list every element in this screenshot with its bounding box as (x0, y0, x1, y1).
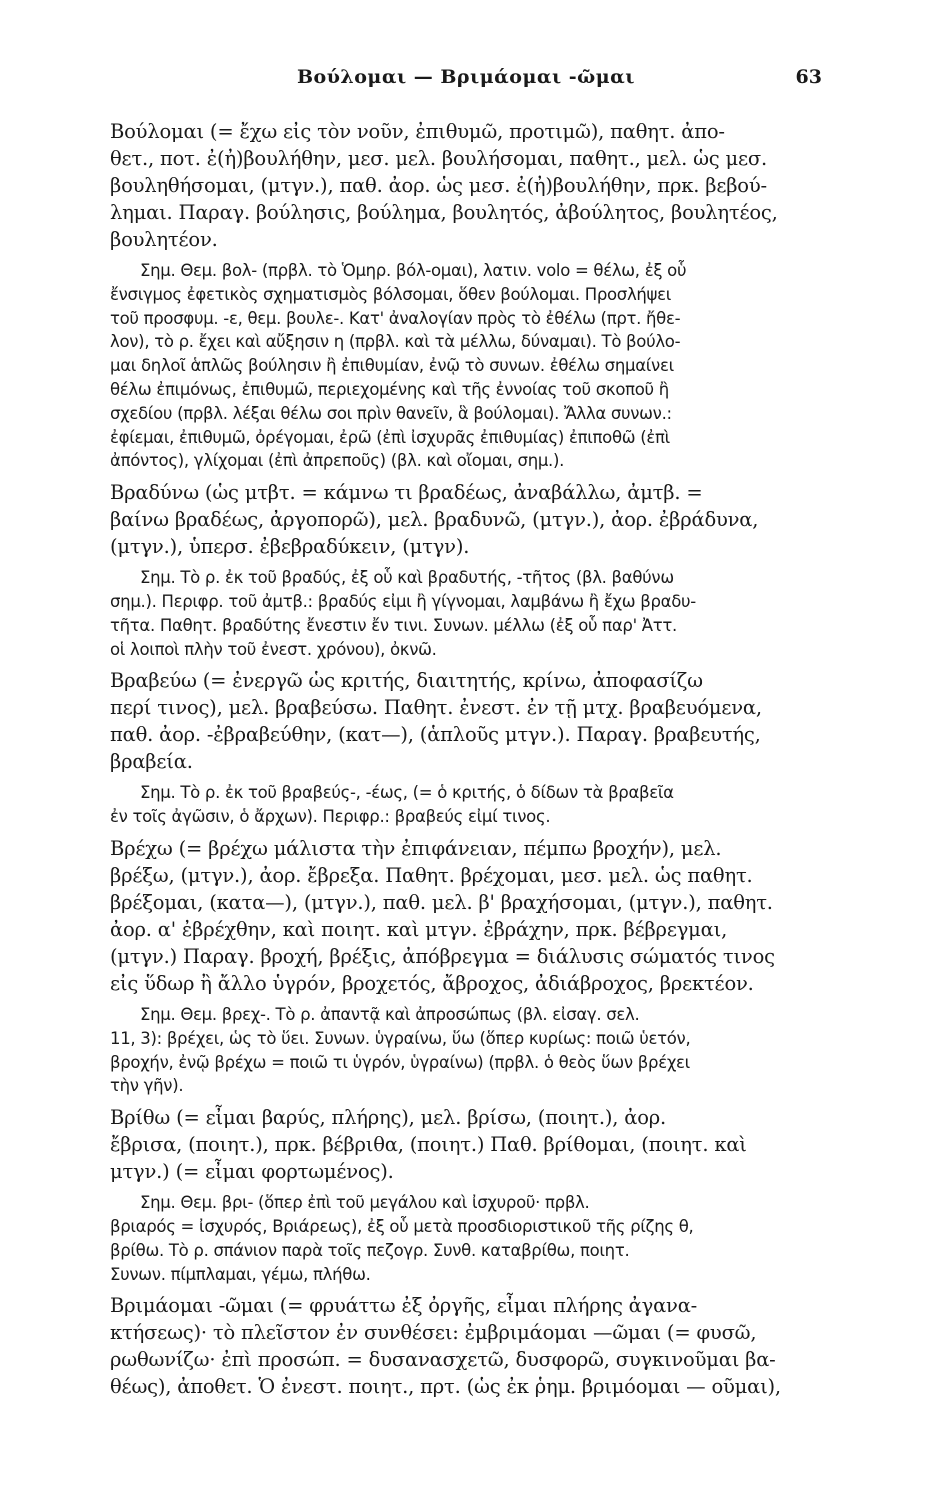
entry-definition (110, 1292, 822, 1400)
entry-headword-line: Βραδύνω (ὡς μτβτ. = κάμνω τι βραδέως, ἀναβάλλω, ἀμτβ. = (110, 481, 703, 505)
definition-line: ρωθωνίζω· ἐπὶ προσώπ. = δυσανασχετῶ, δυσφορῶ, συγκινοῦμαι βα- (110, 1348, 776, 1372)
dictionary-entry (110, 1104, 822, 1286)
entry-note (110, 259, 822, 473)
definition-line: βαίνω βραδέως, ἀργοπορῶ), μελ. βραδυνῶ, (μτγν.), ἀορ. ἐβράδυνα, (110, 508, 759, 532)
definition-line: βουλητέον. (110, 228, 218, 251)
definition-line: κτήσεως)· τὸ πλεῖστον ἐν συνθέσει: ἐμβριμάομαι —ῶμαι (= φυσῶ, (110, 1321, 757, 1345)
note-line: οἱ λοιποὶ πλὴν τοῦ ἐνεστ. χρόνου), ὀκνῶ. (110, 639, 437, 659)
definition-line: λημαι. Παραγ. βούλησις, βούλημα, βουλητός, ἀβούλητος, βουλητέος, (110, 201, 778, 224)
note-line: βριαρός = ἰσχυρός, Βριάρεως), ἐξ οὗ μετὰ προσδιοριστικοῦ τῆς ρίζης θ, (110, 1216, 694, 1236)
entry-note (110, 566, 822, 661)
note-line: Συνων. πίμπλαμαι, γέμω, πλήθω. (110, 1264, 371, 1284)
note-line: τὴν γῆν). (110, 1076, 184, 1096)
definition-line: μτγν.) (= εἶμαι φορτωμένος). (110, 1160, 394, 1184)
note-line: ἔνσιγμος ἐφετικὸς σχηματισμὸς βόλσομαι, ὅθεν βούλομαι. Προσλήψει (110, 284, 672, 304)
entry-headword-line: Βρίθω (= εἶμαι βαρύς, πλήρης), μελ. βρίσω, (ποιητ.), ἀορ. (110, 1106, 667, 1130)
dictionary-entry (110, 835, 822, 1098)
definition-line: βρέξω, (μτγν.), ἀορ. ἔβρεξα. Παθητ. βρέχομαι, μεσ. μελ. ὡς παθητ. (110, 863, 753, 887)
dictionary-entry (110, 479, 822, 661)
definition-line: (μτγν.) Παραγ. βροχή, βρέξις, ἀπόβρεγμα = διάλυσις σώματός τινος (110, 944, 775, 968)
entry-note (110, 1191, 822, 1286)
page-header (110, 66, 822, 96)
note-line: λον), τὸ ρ. ἔχει καὶ αὔξησιν η (πρβλ. καὶ τὰ μέλλω, δύναμαι). Τὸ βούλο- (110, 332, 681, 352)
note-line: ἀπόντος), γλίχομαι (ἐπὶ ἀπρεποῦς) (βλ. καὶ οἴομαι, σημ.). (110, 451, 565, 471)
entry-definition (110, 1104, 822, 1185)
entry-definition (110, 118, 822, 253)
entry-note (110, 1003, 822, 1098)
definition-line: βρέξομαι, (κατα—), (μτγν.), παθ. μελ. β' βραχήσομαι, (μτγν.), παθητ. (110, 890, 773, 914)
running-head: Βούλομαι — Βριμάομαι -ῶμαι (297, 66, 635, 88)
note-line: βροχήν, ἐνῷ βρέχω = ποιῶ τι ὑγρόν, ὑγραίνω) (πρβλ. ὁ θεὸς ὕων βρέχει (110, 1052, 690, 1072)
dictionary-entry (110, 1292, 822, 1400)
definition-line: εἰς ὕδωρ ἢ ἄλλο ὑγρόν, βροχετός, ἄβροχος, ἀδιάβροχος, βρεκτέον. (110, 971, 754, 995)
definition-line: βραβεία. (110, 750, 193, 774)
note-line: μαι δηλοῖ ἁπλῶς βούλησιν ἢ ἐπιθυμίαν, ἐνῷ τὸ συνων. ἐθέλω σημαίνει (110, 356, 674, 376)
entry-definition (110, 667, 822, 775)
note-line: θέλω ἐπιμόνως, ἐπιθυμῶ, περιεχομένης καὶ τῆς ἐννοίας τοῦ σκοποῦ ἢ (110, 379, 669, 399)
note-line: ἐν τοῖς ἀγῶσιν, ὁ ἄρχων). Περιφρ.: βραβεύς εἰμί τινος. (110, 807, 551, 827)
definition-line: παθ. ἀορ. -ἐβραβεύθην, (κατ—), (ἁπλοῦς μτγν.). Παραγ. βραβευτής, (110, 723, 761, 747)
note-line: τοῦ προσφυμ. -ε, θεμ. βουλε-. Κατ' ἀναλογίαν πρὸς τὸ ἐθέλω (πρτ. ἤθε- (110, 308, 681, 328)
entry-definition (110, 835, 822, 997)
definition-line: ἀορ. α' ἐβρέχθην, καὶ ποιητ. καὶ μτγν. ἐβράχην, πρκ. βέβρεγμαι, (110, 917, 728, 941)
dictionary-entries (110, 118, 822, 1406)
definition-line: περί τινος), μελ. βραβεύσω. Παθητ. ἐνεστ. ἐν τῇ μτχ. βραβευόμενα, (110, 696, 762, 720)
definition-line: ἔβρισα, (ποιητ.), πρκ. βέβριθα, (ποιητ.) Παθ. βρίθομαι, (ποιητ. καὶ (110, 1133, 747, 1157)
note-line: τῆτα. Παθητ. βραδύτης ἔνεστιν ἔν τινι. Συνων. μέλλω (ἐξ οὗ παρ' Ἀττ. (110, 615, 677, 635)
entry-headword-line: Βραβεύω (= ἐνεργῶ ὡς κριτής, διαιτητής, κρίνω, ἀποφασίζω (110, 669, 703, 693)
note-line: σημ.). Περιφρ. τοῦ ἀμτβ.: βραδύς εἰμι ἢ γίγνομαι, λαμβάνω ἢ ἔχω βραδυ- (110, 591, 696, 611)
entry-headword-line: Βριμάομαι -ῶμαι (= φρυάττω ἐξ ὀργῆς, εἶμαι πλήρης ἀγανα- (110, 1294, 698, 1318)
note-line: Σημ. Τὸ ρ. ἐκ τοῦ βραβεύς-, -έως, (= ὁ κριτής, ὁ δίδων τὰ βραβεῖα (140, 783, 674, 803)
note-line: Σημ. Θεμ. βρι- (ὅπερ ἐπὶ τοῦ μεγάλου καὶ ἰσχυροῦ· πρβλ. (140, 1193, 590, 1213)
definition-line: (μτγν.), ὑπερσ. ἐβεβραδύκειν, (μτγν). (110, 535, 470, 559)
definition-line: βουληθήσομαι, (μτγν.), παθ. ἀορ. ὡς μεσ. ἐ(ἠ)βουλήθην, πρκ. βεβού- (110, 174, 767, 197)
page-number: 63 (795, 66, 822, 88)
note-line: Σημ. Τὸ ρ. ἐκ τοῦ βραδύς, ἐξ οὗ καὶ βραδυτής, -τῆτος (βλ. βαθύνω (140, 568, 674, 588)
note-line: 11, 3): βρέχει, ὡς τὸ ὕει. Συνων. ὑγραίνω, ὕω (ὅπερ κυρίως: ποιῶ ὑετόν, (110, 1028, 691, 1048)
definition-line: θετ., ποτ. ἐ(ἠ)βουλήθην, μεσ. μελ. βουλήσομαι, παθητ., μελ. ὡς μεσ. (110, 147, 767, 170)
note-line: βρίθω. Τὸ ρ. σπάνιον παρὰ τοῖς πεζογρ. Συνθ. καταβρίθω, ποιητ. (110, 1240, 630, 1260)
dictionary-entry (110, 118, 822, 473)
dictionary-entry (110, 667, 822, 829)
entry-headword-line: Βρέχω (= βρέχω μάλιστα τὴν ἐπιφάνειαν, πέμπω βροχήν), μελ. (110, 836, 722, 860)
note-line: Σημ. Θεμ. βολ- (πρβλ. τὸ Ὁμηρ. βόλ-ομαι), λατιν. volo = θέλω, ἐξ οὗ (140, 261, 687, 280)
note-line: σχεδίου (πρβλ. λέξαι θέλω σοι πρὶν θανεῖν, ἃ βούλομαι). Ἄλλα συνων.: (110, 403, 672, 423)
entry-note (110, 781, 822, 829)
entry-definition (110, 479, 822, 560)
note-line: Σημ. Θεμ. βρεχ-. Τὸ ρ. ἀπαντᾷ καὶ ἀπροσώπως (βλ. εἰσαγ. σελ. (140, 1004, 640, 1024)
definition-line: θέως), ἀποθετ. Ὁ ἐνεστ. ποιητ., πρτ. (ὡς ἐκ ῥημ. βριμόομαι — οῦμαι), (110, 1375, 781, 1399)
entry-headword-line: Βούλομαι (= ἔχω εἰς τὸν νοῦν, ἐπιθυμῶ, προτιμῶ), παθητ. ἀπο- (110, 120, 725, 143)
note-line: ἐφίεμαι, ἐπιθυμῶ, ὀρέγομαι, ἐρῶ (ἐπὶ ἰσχυρᾶς ἐπιθυμίας) ἐπιποθῶ (ἐπὶ (110, 427, 670, 447)
